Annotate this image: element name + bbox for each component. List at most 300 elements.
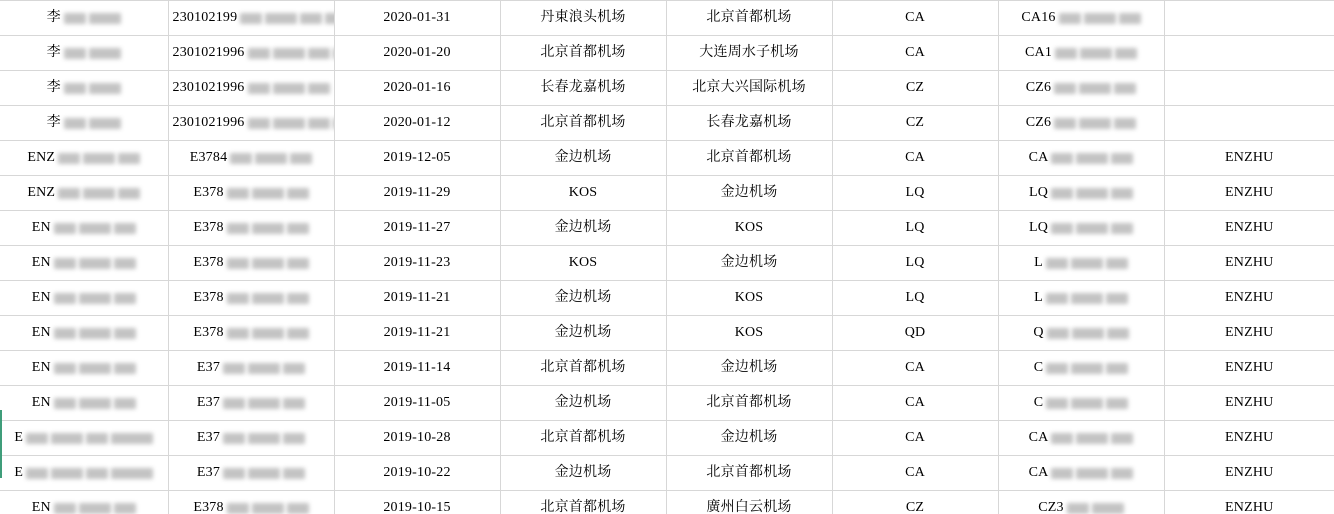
cell-departure xyxy=(500,1,666,36)
cell-arrival xyxy=(666,176,832,211)
cell-text: E xyxy=(14,430,24,445)
redacted-block xyxy=(58,188,80,199)
cell-operator xyxy=(1164,71,1334,106)
cell-content xyxy=(540,431,625,445)
cell-operator xyxy=(1164,351,1334,386)
redacted-block xyxy=(1076,188,1108,199)
cell-text: ENZHU xyxy=(1225,430,1274,445)
cell-flight xyxy=(998,421,1164,456)
cell-content xyxy=(32,396,136,410)
cell-flight xyxy=(998,106,1164,141)
cell-content xyxy=(197,361,305,375)
redacted-block xyxy=(1119,13,1141,24)
cell-id xyxy=(168,421,334,456)
cell-text: 230102199 xyxy=(172,10,238,25)
cell-date xyxy=(334,246,500,281)
cell-name xyxy=(0,141,168,176)
cell-content xyxy=(540,46,625,60)
cell-text: 北京首都机场 xyxy=(540,45,626,60)
cell-content xyxy=(905,186,924,200)
cell-flight xyxy=(998,281,1164,316)
redacted-block xyxy=(1106,398,1128,409)
redacted-block xyxy=(255,153,287,164)
redacted-block xyxy=(64,118,86,129)
cell-content xyxy=(384,396,451,410)
cell-text: KOS xyxy=(734,290,764,305)
redacted-block xyxy=(248,468,280,479)
cell-flight xyxy=(998,36,1164,71)
redacted-block xyxy=(287,223,309,234)
redacted-block xyxy=(1114,83,1136,94)
cell-text: 2019-11-05 xyxy=(383,395,451,410)
cell-text: 金边机场 xyxy=(554,325,612,340)
cell-content xyxy=(383,466,450,480)
cell-text: 金边机场 xyxy=(720,430,778,445)
cell-content xyxy=(193,256,308,270)
cell-name xyxy=(0,246,168,281)
redacted-block xyxy=(223,398,245,409)
cell-text: ENZHU xyxy=(1225,220,1274,235)
table-row[interactable] xyxy=(0,316,1334,351)
cell-airline xyxy=(832,281,998,316)
cell-date xyxy=(334,351,500,386)
table-row[interactable] xyxy=(0,456,1334,491)
cell-name xyxy=(0,211,168,246)
cell-text: CZ xyxy=(905,80,925,95)
cell-airline xyxy=(832,106,998,141)
cell-content xyxy=(1034,361,1129,375)
redacted-block xyxy=(79,258,111,269)
cell-operator xyxy=(1164,421,1334,456)
redacted-block xyxy=(114,293,136,304)
cell-text: E37 xyxy=(196,430,221,445)
table-row[interactable] xyxy=(0,141,1334,176)
cell-airline xyxy=(832,456,998,491)
cell-content xyxy=(1034,256,1128,270)
redacted-block xyxy=(79,328,111,339)
cell-name xyxy=(0,351,168,386)
cell-date xyxy=(334,386,500,421)
cell-content xyxy=(27,151,140,165)
cell-operator xyxy=(1164,176,1334,211)
cell-text: 金边机场 xyxy=(554,150,612,165)
cell-name xyxy=(0,176,168,211)
cell-content xyxy=(383,11,450,25)
cell-departure xyxy=(500,246,666,281)
redacted-block xyxy=(54,398,76,409)
redacted-block xyxy=(308,118,330,129)
cell-text: L xyxy=(1034,255,1043,270)
redacted-block xyxy=(1080,48,1112,59)
cell-arrival xyxy=(666,386,832,421)
cell-content xyxy=(197,466,305,480)
cell-text: 2019-10-28 xyxy=(383,430,451,445)
redacted-block xyxy=(265,13,297,24)
cell-content xyxy=(1026,116,1137,130)
cell-operator xyxy=(1164,491,1334,514)
cell-date xyxy=(334,491,500,514)
cell-arrival xyxy=(666,211,832,246)
redacted-block xyxy=(240,13,262,24)
cell-departure xyxy=(500,456,666,491)
cell-flight xyxy=(998,141,1164,176)
redacted-block xyxy=(114,398,136,409)
redacted-block xyxy=(79,503,111,514)
redacted-block xyxy=(227,328,249,339)
redacted-block xyxy=(248,48,270,59)
cell-text: 2019-11-27 xyxy=(383,220,451,235)
cell-text: EN xyxy=(31,325,51,340)
redacted-block xyxy=(1046,363,1068,374)
cell-departure xyxy=(500,71,666,106)
cell-text: KOS xyxy=(734,325,764,340)
redacted-block xyxy=(1076,153,1108,164)
cell-content xyxy=(1225,186,1273,200)
redacted-block xyxy=(114,223,136,234)
redacted-block xyxy=(1046,293,1068,304)
redacted-block xyxy=(89,83,121,94)
cell-content xyxy=(905,151,925,165)
cell-text: ENZHU xyxy=(1225,185,1274,200)
redacted-block xyxy=(227,188,249,199)
cell-content xyxy=(905,46,925,60)
cell-content xyxy=(905,361,925,375)
redacted-block xyxy=(1071,293,1103,304)
cell-text: 2019-11-21 xyxy=(383,325,451,340)
cell-content xyxy=(47,116,121,130)
cell-text: 金边机场 xyxy=(554,220,612,235)
cell-content xyxy=(706,466,791,480)
cell-text: CZ3 xyxy=(1038,500,1064,514)
cell-text: C xyxy=(1033,360,1044,375)
cell-id xyxy=(168,1,334,36)
redacted-block xyxy=(1051,468,1073,479)
cell-text: 金边机场 xyxy=(720,360,778,375)
redacted-block xyxy=(114,503,136,514)
cell-content xyxy=(905,11,925,25)
redacted-block xyxy=(1071,258,1103,269)
cell-text: ENZ xyxy=(27,185,56,200)
cell-departure xyxy=(500,316,666,351)
redacted-block xyxy=(223,468,245,479)
redacted-block xyxy=(1079,118,1111,129)
table-row[interactable] xyxy=(0,491,1334,514)
cell-text: 李 xyxy=(46,10,61,25)
redacted-block xyxy=(114,258,136,269)
cell-content xyxy=(1029,466,1134,480)
redacted-block xyxy=(54,363,76,374)
redacted-block xyxy=(227,293,249,304)
cell-content xyxy=(384,361,451,375)
cell-text: CA xyxy=(905,395,925,410)
cell-content xyxy=(383,116,450,130)
redacted-block xyxy=(1067,503,1089,514)
cell-content xyxy=(1021,11,1140,25)
redacted-block xyxy=(273,118,305,129)
cell-text: ENZHU xyxy=(1225,360,1274,375)
cell-text: CA xyxy=(905,150,925,165)
cell-content xyxy=(1034,396,1129,410)
redacted-block xyxy=(64,13,86,24)
cell-operator xyxy=(1164,316,1334,351)
cell-text: 2019-11-29 xyxy=(383,185,451,200)
redacted-block xyxy=(252,188,284,199)
cell-text: 2301021996 xyxy=(172,115,245,130)
redacted-block xyxy=(1107,328,1129,339)
cell-text: 廣州白云机场 xyxy=(706,500,792,514)
cell-content xyxy=(384,186,451,200)
cell-content xyxy=(706,11,791,25)
cell-text: C xyxy=(1033,395,1044,410)
row-selection-marker xyxy=(0,410,2,444)
cell-content xyxy=(1225,396,1273,410)
table-row[interactable] xyxy=(0,36,1334,71)
cell-text: 北京首都机场 xyxy=(540,360,626,375)
cell-airline xyxy=(832,421,998,456)
cell-content xyxy=(1225,151,1273,165)
cell-flight xyxy=(998,176,1164,211)
cell-content xyxy=(555,291,612,305)
cell-text: E378 xyxy=(193,325,224,340)
table-row[interactable] xyxy=(0,71,1334,106)
cell-text: CZ6 xyxy=(1025,80,1052,95)
table-body xyxy=(0,1,1334,514)
cell-airline xyxy=(832,36,998,71)
cell-text: LQ xyxy=(905,185,925,200)
redacted-block xyxy=(1111,433,1133,444)
redacted-block xyxy=(252,223,284,234)
redacted-block xyxy=(83,153,115,164)
table-row[interactable] xyxy=(0,281,1334,316)
cell-text: EN xyxy=(31,395,51,410)
cell-content xyxy=(193,186,308,200)
cell-content xyxy=(555,326,612,340)
cell-text: 金边机场 xyxy=(720,185,778,200)
cell-content xyxy=(692,81,806,95)
cell-name xyxy=(0,316,168,351)
cell-text: CA xyxy=(1028,150,1049,165)
cell-flight xyxy=(998,386,1164,421)
cell-content xyxy=(1225,326,1273,340)
redacted-block xyxy=(54,293,76,304)
redacted-block xyxy=(1106,293,1128,304)
cell-date xyxy=(334,421,500,456)
redacted-block xyxy=(283,363,305,374)
table-row[interactable] xyxy=(0,386,1334,421)
cell-content xyxy=(706,151,791,165)
cell-text: 李 xyxy=(46,115,61,130)
cell-text: KOS xyxy=(568,185,598,200)
cell-id xyxy=(168,281,334,316)
cell-text: E378 xyxy=(193,500,224,514)
table-row[interactable] xyxy=(0,1,1334,36)
redacted-block xyxy=(79,363,111,374)
cell-content xyxy=(905,396,925,410)
cell-id xyxy=(168,491,334,514)
cell-text: LQ xyxy=(905,290,925,305)
cell-content xyxy=(197,431,305,445)
cell-text: 北京首都机场 xyxy=(540,430,626,445)
cell-text: Q xyxy=(1033,325,1044,340)
cell-text: EN xyxy=(31,500,51,514)
cell-content xyxy=(197,396,305,410)
cell-text: E37 xyxy=(196,395,221,410)
cell-name xyxy=(0,36,168,71)
table-row[interactable] xyxy=(0,106,1334,141)
cell-name xyxy=(0,1,168,36)
cell-content xyxy=(906,501,924,514)
cell-operator xyxy=(1164,386,1334,421)
redacted-block xyxy=(111,433,153,444)
cell-airline xyxy=(832,1,998,36)
cell-text: ENZ xyxy=(27,150,56,165)
cell-content xyxy=(905,466,925,480)
table-row[interactable] xyxy=(0,176,1334,211)
redacted-block xyxy=(54,258,76,269)
cell-content xyxy=(384,291,451,305)
cell-content xyxy=(540,501,625,514)
cell-content xyxy=(32,501,136,514)
cell-text: E37 xyxy=(196,465,221,480)
cell-airline xyxy=(832,316,998,351)
cell-text: 2019-11-14 xyxy=(383,360,451,375)
cell-content xyxy=(190,151,313,165)
cell-departure xyxy=(500,211,666,246)
cell-operator xyxy=(1164,246,1334,281)
cell-airline xyxy=(832,246,998,281)
cell-text: E3784 xyxy=(189,150,228,165)
redacted-block xyxy=(248,118,270,129)
redacted-block xyxy=(83,188,115,199)
cell-content xyxy=(540,11,625,25)
cell-text: 2019-11-21 xyxy=(383,290,451,305)
redacted-block xyxy=(26,468,48,479)
redacted-block xyxy=(54,223,76,234)
redacted-block xyxy=(223,433,245,444)
cell-text: QD xyxy=(904,325,926,340)
cell-content xyxy=(721,186,778,200)
cell-flight xyxy=(998,1,1164,36)
cell-content xyxy=(721,361,778,375)
table-row[interactable] xyxy=(0,421,1334,456)
cell-text: 金边机场 xyxy=(554,465,612,480)
cell-text: ENZHU xyxy=(1225,500,1274,514)
cell-date xyxy=(334,106,500,141)
cell-content xyxy=(1038,501,1124,514)
redacted-block xyxy=(1055,48,1077,59)
redacted-block xyxy=(287,328,309,339)
redacted-block xyxy=(325,13,334,24)
cell-content xyxy=(1225,221,1273,235)
cell-text: E378 xyxy=(193,290,224,305)
cell-airline xyxy=(832,491,998,514)
cell-content xyxy=(569,256,598,270)
cell-operator xyxy=(1164,106,1334,141)
cell-text: E378 xyxy=(193,220,224,235)
cell-date xyxy=(334,176,500,211)
cell-airline xyxy=(832,351,998,386)
cell-text: E378 xyxy=(193,185,224,200)
cell-text: 2019-10-15 xyxy=(383,500,451,514)
cell-id xyxy=(168,176,334,211)
cell-content xyxy=(1034,291,1128,305)
cell-text: 2020-01-20 xyxy=(383,45,451,60)
cell-content xyxy=(32,291,136,305)
redacted-block xyxy=(283,468,305,479)
cell-text: 北京首都机场 xyxy=(706,465,792,480)
cell-name xyxy=(0,106,168,141)
cell-airline xyxy=(832,386,998,421)
cell-text: EN xyxy=(31,360,51,375)
cell-content xyxy=(905,291,924,305)
redacted-block xyxy=(308,48,330,59)
table-row[interactable] xyxy=(0,211,1334,246)
cell-text: CZ xyxy=(905,115,925,130)
redacted-block xyxy=(111,468,153,479)
cell-departure xyxy=(500,386,666,421)
redacted-block xyxy=(252,503,284,514)
redacted-block xyxy=(273,83,305,94)
redacted-block xyxy=(26,433,48,444)
cell-operator xyxy=(1164,141,1334,176)
cell-id xyxy=(168,351,334,386)
cell-content xyxy=(906,81,924,95)
redacted-block xyxy=(1046,398,1068,409)
cell-text: 大连周水子机场 xyxy=(699,45,799,60)
cell-arrival xyxy=(666,71,832,106)
cell-name xyxy=(0,386,168,421)
cell-date xyxy=(334,456,500,491)
cell-content xyxy=(905,326,926,340)
cell-text: ENZHU xyxy=(1225,255,1274,270)
cell-content xyxy=(1033,326,1128,340)
table-row[interactable] xyxy=(0,351,1334,386)
redacted-block xyxy=(227,503,249,514)
cell-text: LQ xyxy=(1028,220,1049,235)
cell-content xyxy=(735,291,764,305)
redacted-block xyxy=(290,153,312,164)
cell-text: CA xyxy=(1028,430,1049,445)
cell-text: CA xyxy=(905,45,925,60)
redacted-block xyxy=(252,258,284,269)
redacted-block xyxy=(1051,223,1073,234)
cell-text: 2020-01-31 xyxy=(383,10,451,25)
cell-airline xyxy=(832,71,998,106)
cell-name xyxy=(0,456,168,491)
cell-date xyxy=(334,141,500,176)
redacted-block xyxy=(248,433,280,444)
redacted-block xyxy=(1051,153,1073,164)
cell-content xyxy=(555,221,612,235)
cell-operator xyxy=(1164,211,1334,246)
redacted-block xyxy=(248,363,280,374)
redacted-block xyxy=(248,398,280,409)
cell-text: CA xyxy=(905,360,925,375)
cell-content xyxy=(1029,151,1134,165)
redacted-block xyxy=(227,258,249,269)
redacted-block xyxy=(1106,258,1128,269)
redacted-block xyxy=(114,328,136,339)
table-row[interactable] xyxy=(0,246,1334,281)
redacted-block xyxy=(1059,13,1081,24)
cell-content xyxy=(1225,361,1273,375)
cell-content xyxy=(569,186,598,200)
cell-arrival xyxy=(666,281,832,316)
cell-text: LQ xyxy=(1028,185,1049,200)
cell-arrival xyxy=(666,106,832,141)
cell-content xyxy=(1225,256,1273,270)
cell-text: 金边机场 xyxy=(554,290,612,305)
